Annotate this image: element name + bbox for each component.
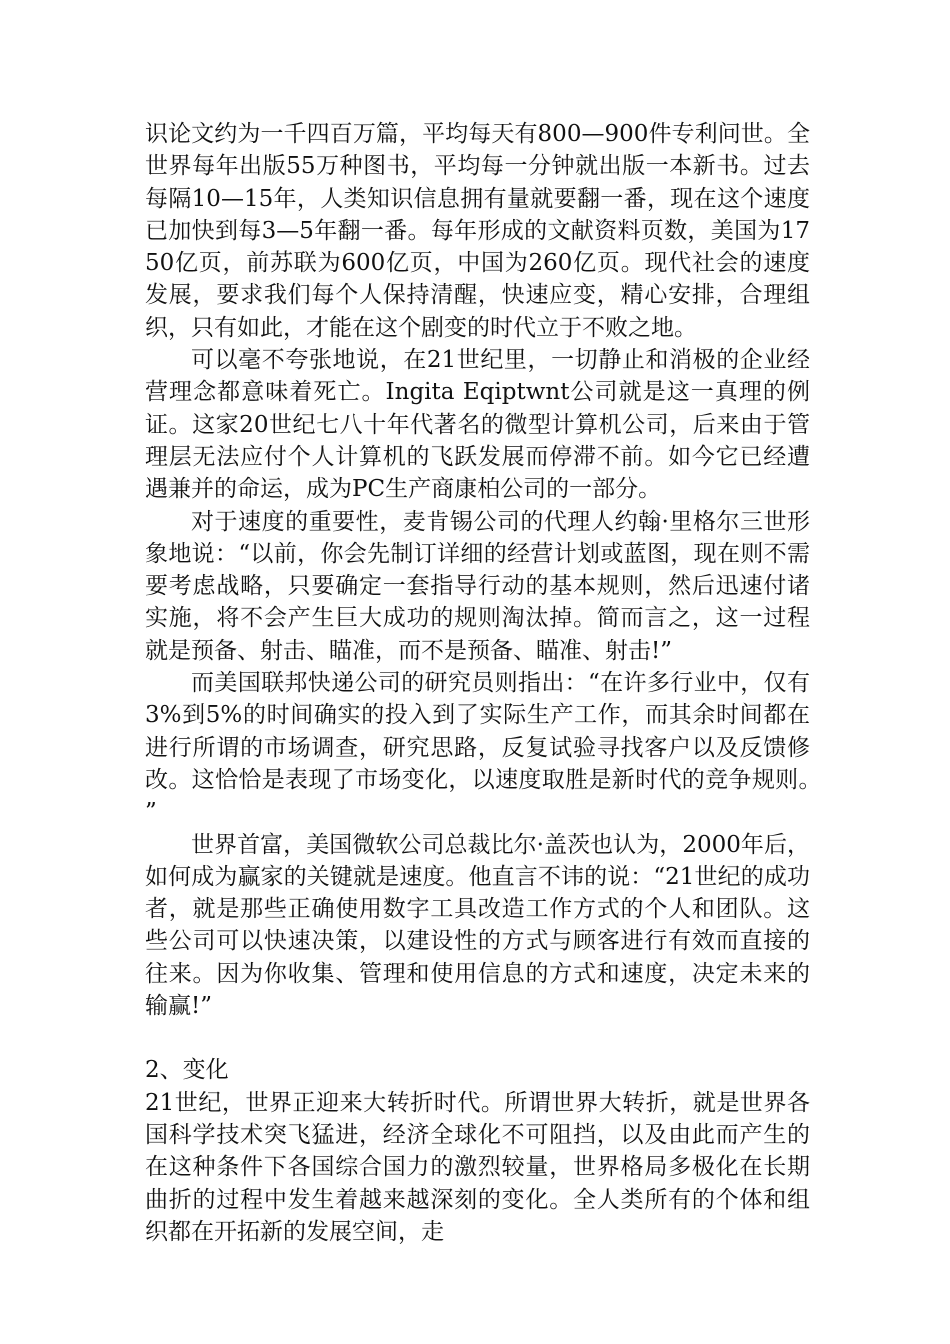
paragraph-mckinsey-quote: 对于速度的重要性，麦肯锡公司的代理人约翰·里格尔三世形象地说：“以前，你会先制订详细的经营计划或蓝图，现在则不需要考虑战略，只要确定一套指导行动的基本规则，然后迅速付诸实施，将不会产生巨大成功的规则淘汰掉。简而言之，这一过程就是预备、射击、瞄准，而不是预备、瞄准、射击!” bbox=[145, 508, 810, 664]
paragraph-world-change: 21世纪，世界正迎来大转折时代。所谓世界大转折，就是世界各国科学技术突飞猛进，经济全球化不可阻挡，以及由此而产生的在这种条件下各国综合国力的激烈较量，世界格局多极化在长期曲折的过程中发生着越来越深刻的变化。全人类所有的个体和组织都在开拓新的发展空间，走 bbox=[145, 1089, 810, 1245]
paragraph-fedex-quote: 而美国联邦快递公司的研究员则指出：“在许多行业中，仅有3%到5%的时间确实的投入到了实际生产工作，而其余时间都在进行所谓的市场调查，研究思路，反复试验寻找客户以及反馈修改。这恰恰是表现了市场变化，以速度取胜是新时代的竞争规则。” bbox=[145, 670, 810, 826]
document-body bbox=[145, 118, 810, 1248]
paragraph-knowledge-growth: 识论文约为一千四百万篇，平均每天有800—900件专利问世。全世界每年出版55万种图书，平均每一分钟就出版一本新书。过去每隔10—15年，人类知识信息拥有量就要翻一番，现在这个速度已加快到每3—5年翻一番。每年形成的文献资料页数，美国为1750亿页，前苏联为600亿页，中国为260亿页。现代社会的速度发展，要求我们每个人保持清醒，快速应变，精心安排，合理组织，只有如此，才能在这个剧变的时代立于不败之地。 bbox=[145, 121, 810, 341]
paragraph-static-concepts: 可以毫不夸张地说，在21世纪里，一切静止和消极的企业经营理念都意味着死亡。Ingita Eqiptwnt公司就是这一真理的例证。这家20世纪七八十年代著名的微型计算机公司，后来由于管理层无法应付个人计算机的飞跃发展而停滞不前。如今它已经遭遇兼并的命运，成为PC生产商康柏公司的一部分。 bbox=[145, 347, 810, 503]
section-spacer bbox=[145, 1022, 810, 1054]
paragraph-gates-quote: 世界首富，美国微软公司总裁比尔·盖茨也认为，2000年后，如何成为赢家的关键就是速度。他直言不讳的说：“21世纪的成功者，就是那些正确使用数字工具改造工作方式的个人和团队。这些公司可以快速决策，以建设性的方式与顾客进行有效而直接的往来。因为你收集、管理和使用信息的方式和速度，决定未来的输赢!” bbox=[145, 831, 810, 1020]
section-heading: 2、变化 bbox=[145, 1057, 229, 1084]
